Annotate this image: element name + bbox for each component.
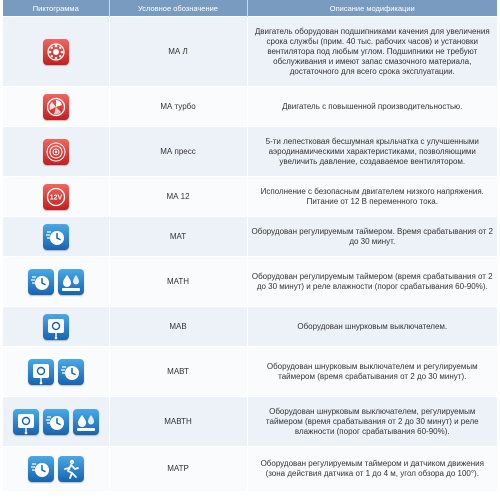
description-cell: Оборудован шнурковым выключателем, регулируемым таймером (время срабатывания от 2 до 30 минут) и реле влажности (порог срабатывания 60-90%). [247,397,497,447]
table-row [3,17,497,87]
designation-cell: МАТН [109,257,247,307]
timer-icon [43,409,69,435]
description-cell: Оборудован шнурковым выключателем. [247,307,497,347]
designation-cell: МАВТ [109,347,247,397]
pictogram-cell [3,257,109,307]
table-row [3,217,497,257]
pictogram-cell [3,347,109,397]
impeller-icon [43,139,69,165]
description-cell: Исполнение с безопасным двигателем низкого напряжения. Питание от 12 В переменного тока. [247,177,497,217]
designation-cell: МАВ [109,307,247,347]
description-cell: Оборудован шнурковым выключателем и регулируемым таймером (время срабатывания от 2 до 30 минут). [247,347,497,397]
table-row [3,177,497,217]
pull-cord-icon [28,359,54,385]
header-description: Описание модификации [247,0,497,17]
description-cell: Оборудован регулируемым таймером. Время срабатывания от 2 до 30 минут. [247,217,497,257]
pictogram-cell [3,307,109,347]
description-cell: Оборудован регулируемым таймером (время срабатывания от 2 до 30 минут) и реле влажности (порог срабатывания 60-90%). [247,257,497,307]
table-row [3,257,497,307]
table-header-row [3,0,497,17]
pictogram-cell [3,127,109,177]
description-cell: 5-ти лепестковая бесшумная крыльчатка с улучшенными аэродинамическими характеристиками, позволяющими увеличить давление, создаваемое вентилятором. [247,127,497,177]
modifications-table [3,0,497,491]
timer-icon [43,224,69,250]
designation-cell: МА турбо [109,87,247,127]
header-pictogram: Пиктограмма [3,0,109,17]
timer-icon [58,359,84,385]
pictogram-cell [3,87,109,127]
pull-cord-icon [13,409,39,435]
pictogram-cell [3,447,109,491]
table-row [3,87,497,127]
description-cell: Двигатель с повышенной производительностью. [247,87,497,127]
pictogram-cell [3,397,109,447]
table-row [3,307,497,347]
pictogram-cell [3,217,109,257]
table-row [3,447,497,491]
designation-cell: МАВТН [109,397,247,447]
motion-sensor-icon [58,456,84,482]
pull-cord-icon [43,314,69,340]
designation-cell: МА 12 [109,177,247,217]
pictogram-cell [3,17,109,87]
description-cell: Оборудован регулируемым таймером и датчиком движения (зона действия датчика от 1 до 4 м, угол обзора до 100°). [247,447,497,491]
designation-cell: МАТР [109,447,247,491]
12v-icon [43,184,69,210]
table-row [3,127,497,177]
timer-icon [28,456,54,482]
designation-cell: МАТ [109,217,247,257]
header-designation: Условное обозначение [109,0,247,17]
bearing-icon [43,39,69,65]
turbo-icon [43,94,69,120]
table-row [3,397,497,447]
timer-icon [28,269,54,295]
12v-icon-label: 12V [49,194,62,201]
designation-cell: МА пресс [109,127,247,177]
humidity-icon [73,409,99,435]
table-row [3,347,497,397]
designation-cell: МА Л [109,17,247,87]
humidity-icon [58,269,84,295]
pictogram-cell [3,177,109,217]
description-cell: Двигатель оборудован подшипниками качения для увеличения срока службы (прим. 40 тыс. рабочих часов) и установки вентилятора под любым углом. Подшипники не требуют обслуживания и имеют запас смазочного материала, достаточного для всего срока эксплуатации. [247,17,497,87]
